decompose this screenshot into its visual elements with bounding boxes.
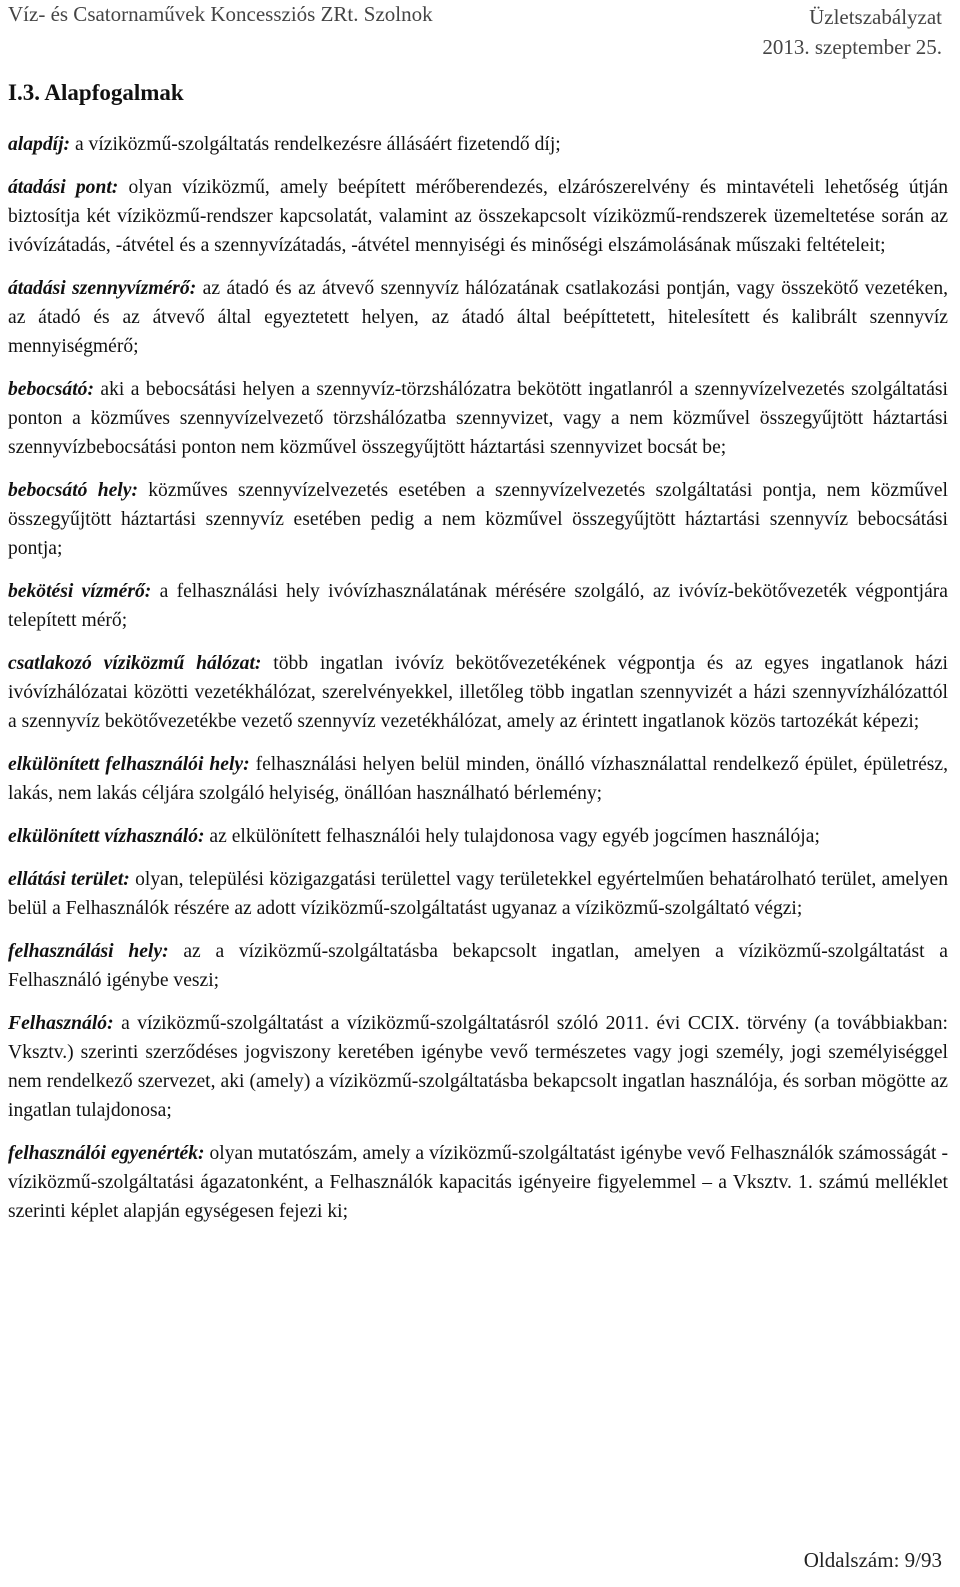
definition-term: csatlakozó víziközmű hálózat: [8, 653, 262, 674]
page-number: Oldalszám: 9/93 [803, 1548, 942, 1572]
definition-term: elkülönített vízhasználó: [8, 826, 205, 847]
definition-item [8, 173, 948, 260]
header-company-name: Víz- és Csatornaművek Koncessziós ZRt. Szolnok [8, 2, 433, 26]
header-document-title: Üzletszabályzat [809, 5, 942, 29]
definition-text: olyan víziközmű, amely beépített mérőberendezés, elzárószerelvény és mintavételi lehetőség útján biztosítja két víziközmű-rendszer kapcsolatát, valamint az összekapcsolt víziközmű-rendszerek üzemeltetése során az ivóvízátadás, -átvétel és a szennyvízátadás, -átvétel mennyiségi és minőségi elszámolásának műszaki feltételeit; [8, 177, 948, 256]
definition-item [8, 750, 948, 808]
definition-text: az átadó és az átvevő szennyvíz hálózatának csatlakozási pontján, vagy összekötő vezetéken, az átadó és az átvevő által egyeztetett helyen, az átadó által beépíttetett, hitelesített és kalibrált szennyvíz mennyiségmérő; [8, 278, 949, 357]
definition-item [8, 822, 948, 851]
definition-text: az a víziközmű-szolgáltatásba bekapcsolt ingatlan, amelyen a víziközmű-szolgáltatást a Felhasználó igénybe veszi; [8, 941, 948, 991]
header-document-info [762, 2, 942, 62]
definition-item [8, 476, 948, 563]
definition-text: olyan mutatószám, amely a víziközmű-szolgáltatást igénybe vevő Felhasználók számosságát - víziközmű-szolgáltatási ágazatonként, a Felhasználók kapacitás igényeire figyelemmel – a Vksztv. 1. számú melléklet szerinti képlet alapján egységesen fejezi ki; [8, 1143, 948, 1222]
definition-term: felhasználási hely: [8, 941, 169, 962]
section-title: I.3. Alapfogalmak [8, 80, 184, 105]
definition-item [8, 649, 948, 736]
definition-text: több ingatlan ivóvíz bekötővezetékének végpontja és az egyes ingatlanok házi ivóvízhálózatai közötti vezetékhálózat, szerelvényekkel, illetőleg több ingatlan szennyvizét a házi szennyvízhálózattól a szennyvíz bekötővezetékbe vezető szennyvíz vezetékhálózat, amely az érintett ingatlanok közös tartozékát képezi; [8, 653, 949, 732]
definition-item [8, 865, 948, 923]
definition-item [8, 274, 948, 361]
definition-text: olyan, települési közigazgatási területtel vagy területekkel egyértelműen behatárolható terület, amelyen belül a Felhasználók részére az adott víziközmű-szolgáltatást ugyanaz a víziközmű-szolgáltató végzi; [8, 869, 948, 919]
definition-term: bebocsátó: [8, 379, 94, 400]
definition-item [8, 1009, 948, 1125]
definition-term: felhasználói egyenérték: [8, 1143, 205, 1164]
definition-text: a víziközmű-szolgáltatás rendelkezésre állásáért fizetendő díj; [70, 134, 561, 155]
definition-term: átadási szennyvízmérő: [8, 278, 197, 299]
definition-item [8, 937, 948, 995]
definition-text: közműves szennyvízelvezetés esetében a szennyvízelvezetés szolgáltatási pontja, nem közművel összegyűjtött háztartási szennyvíz esetében pedig a nem közművel összegyűjtött háztartási szennyvíz bebocsátási pontja; [8, 480, 948, 559]
definition-text: felhasználási helyen belül minden, önálló vízhasználattal rendelkező épület, épületrész, lakás, nem lakás céljára szolgáló helyiség, önállóan használható bérlemény; [8, 754, 948, 804]
definition-term: alapdíj: [8, 134, 71, 155]
definition-item [8, 375, 948, 462]
definition-item [8, 577, 948, 635]
definitions-list [8, 130, 948, 1240]
definition-text: aki a bebocsátási helyen a szennyvíz-törzshálózatra bekötött ingatlanról a szennyvízelvezetés szolgáltatási ponton a közműves szennyvízelvezető törzshálózatba szennyvizet, vagy a nem közművel összegyűjtött háztartási szennyvízbebocsátási ponton nem közművel összegyűjtött háztartási szennyvizet bocsát be; [8, 379, 948, 458]
definition-text: az elkülönített felhasználói hely tulajdonosa vagy egyéb jogcímen használója; [204, 826, 820, 847]
definition-term: bekötési vízmérő: [8, 581, 152, 602]
definition-term: ellátási terület: [8, 869, 130, 890]
definition-term: Felhasználó: [8, 1013, 114, 1034]
definition-item [8, 130, 948, 159]
definition-item [8, 1139, 948, 1226]
definition-term: bebocsátó hely: [8, 480, 138, 501]
definition-term: átadási pont: [8, 177, 119, 198]
definition-term: elkülönített felhasználói hely: [8, 754, 250, 775]
header-document-date: 2013. szeptember 25. [762, 35, 942, 59]
definition-text: a felhasználási hely ivóvízhasználatának mérésére szolgáló, az ivóvíz-bekötővezeték végpontjára telepített mérő; [8, 581, 948, 631]
definition-text: a víziközmű-szolgáltatást a víziközmű-szolgáltatásról szóló 2011. évi CCIX. törvény (a továbbiakban: Vksztv.) szerinti szerződéses jogviszony keretében igénybe vevő természetes vagy jogi személy, jogi személyiséggel nem rendelkező szervezet, aki (amely) a víziközmű-szolgáltatásba bekapcsolt ingatlan használója, és sorban mögötte az ingatlan tulajdonosa; [8, 1013, 948, 1121]
